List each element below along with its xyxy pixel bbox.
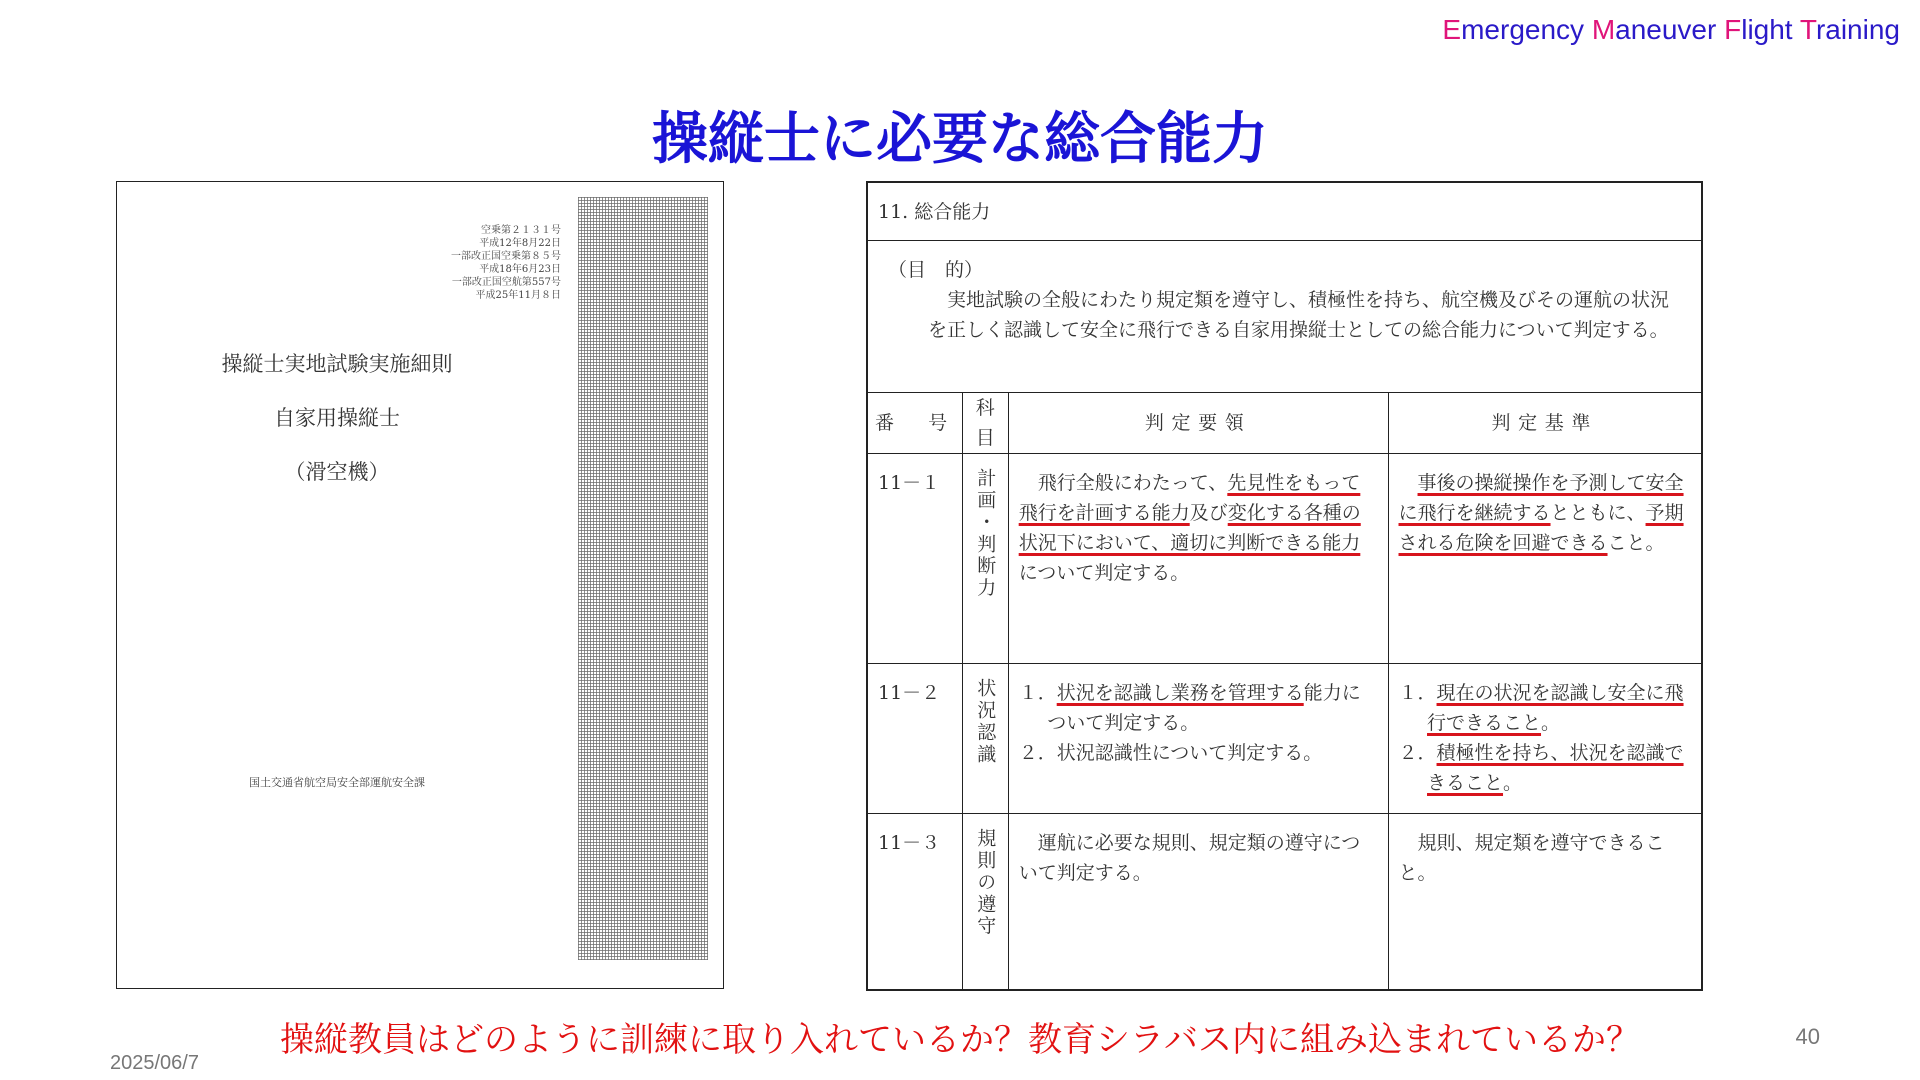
section-heading: 11. 総合能力 [868, 183, 1701, 241]
list-item [1019, 738, 1378, 768]
row-criteria [1388, 454, 1701, 664]
table-row [868, 664, 1701, 814]
underlined-text: 状況を認識し業務を管理する [1056, 682, 1304, 704]
underlined-text: 変化する各種の状況下において、適切に判断できる能力 [1018, 502, 1361, 554]
page-number: 40 [1795, 1024, 1820, 1049]
slide-question: 操縦教員はどのように訓練に取り入れているか？教育シラバス内に組み込まれているか？ [280, 1020, 1640, 1060]
purpose-text: 実地試験の全般にわたり規定類を遵守し、積極性を持ち、航空機及びその運航の状況を正しく認識して安全に飛行できる自家用操縦士としての総合能力について判定する。 [928, 289, 1670, 341]
brand-initial: E [1442, 14, 1462, 45]
cover-meta-line: 平成25年11月８日 [475, 290, 561, 301]
brand-initial: T [1799, 14, 1816, 45]
table-row [868, 454, 1701, 664]
cover-titles [117, 348, 557, 510]
list-item [1399, 738, 1691, 798]
cell-text: ２． [1398, 742, 1437, 764]
purpose-block [868, 241, 1701, 393]
cover-pattern-strip [578, 197, 708, 960]
cover-meta-line: 平成12年8月22日 [479, 238, 561, 249]
cell-text: 飛行全般にわたって、 [1018, 472, 1228, 494]
underlined-text: 予期される危険を回避できる [1398, 502, 1684, 554]
cell-text: 。 [1541, 712, 1561, 734]
brand-title [1442, 14, 1900, 46]
list-item [1399, 678, 1691, 738]
brand-word: aneuver [1615, 14, 1725, 45]
cover-meta-line: 平成18年6月23日 [479, 264, 561, 275]
cover-meta-line: 空乗第２１３１号 [481, 225, 561, 236]
underlined-text: 先見性をもって飛行を計画する能力 [1018, 472, 1361, 524]
slide-title: 操縦士に必要な総合能力 [652, 107, 1268, 172]
row-subject-text: 計画・判断力 [974, 468, 997, 600]
slide-date: 2025/06/7 [110, 1052, 199, 1074]
cell-text: １． [1018, 682, 1057, 704]
cell-text: とともに、 [1550, 502, 1646, 524]
row-subject [962, 814, 1008, 990]
cover-issuer: 国土交通省航空局安全部運航安全課 [249, 776, 425, 789]
row-criteria [1388, 814, 1701, 990]
underlined-text: 積極性を持ち、状況を認識できること [1427, 742, 1684, 794]
brand-word: mergency [1461, 14, 1592, 45]
cover-title-main: 操縦士実地試験実施細則 [221, 352, 453, 376]
cover-title-sub: 自家用操縦士 [274, 406, 400, 430]
cell-text [1399, 472, 1418, 494]
cell-text: ２．状況認識性について判定する。 [1018, 742, 1323, 764]
row-method [1008, 664, 1388, 814]
row-subject-text: 状況認識 [974, 678, 997, 766]
header-criteria: 判定基準 [1388, 393, 1701, 454]
criteria-document [866, 181, 1703, 991]
header-number: 番 号 [868, 393, 962, 454]
row-method [1008, 814, 1388, 990]
cell-text: 。 [1503, 772, 1523, 794]
brand-word: light [1741, 14, 1800, 45]
document-cover [116, 181, 724, 989]
cover-meta-line: 一部改正国空乗第８５号 [451, 251, 561, 262]
row-number: 11－２ [868, 664, 962, 814]
criteria-table [868, 393, 1701, 989]
row-subject [962, 664, 1008, 814]
row-subject-text: 規則の遵守 [974, 828, 997, 938]
row-subject [962, 454, 1008, 664]
table-header-row [868, 393, 1701, 454]
row-criteria [1388, 664, 1701, 814]
cover-meta-line: 一部改正国空航第557号 [451, 277, 561, 288]
brand-word: raining [1815, 14, 1900, 45]
underlined-text: 事後の操縦操作を予測して安全に飛行を継続する [1398, 472, 1684, 524]
cover-title-category: （滑空機） [284, 460, 390, 484]
cell-text: 規則、規定類を遵守できること。 [1398, 832, 1665, 884]
purpose-label: （目 的） [888, 259, 984, 281]
cell-text: 運航に必要な規則、規定類の遵守について判定する。 [1018, 832, 1361, 884]
row-method [1008, 454, 1388, 664]
brand-initial: M [1591, 14, 1616, 45]
underlined-text: 現在の状況を認識し安全に飛行できること [1427, 682, 1684, 734]
cell-text: １． [1398, 682, 1437, 704]
table-row [868, 814, 1701, 990]
header-subject: 科目 [962, 393, 1008, 454]
cell-text: こと。 [1607, 532, 1665, 554]
header-method: 判定要領 [1008, 393, 1388, 454]
cell-text: について判定する。 [1018, 562, 1190, 584]
cell-text: 及び [1189, 502, 1228, 524]
cover-meta [451, 224, 561, 302]
brand-initial: F [1724, 14, 1742, 45]
row-number: 11－３ [868, 814, 962, 990]
cell-text: 能力について判定する。 [1047, 682, 1361, 734]
row-number: 11－１ [868, 454, 962, 664]
list-item [1019, 678, 1378, 738]
